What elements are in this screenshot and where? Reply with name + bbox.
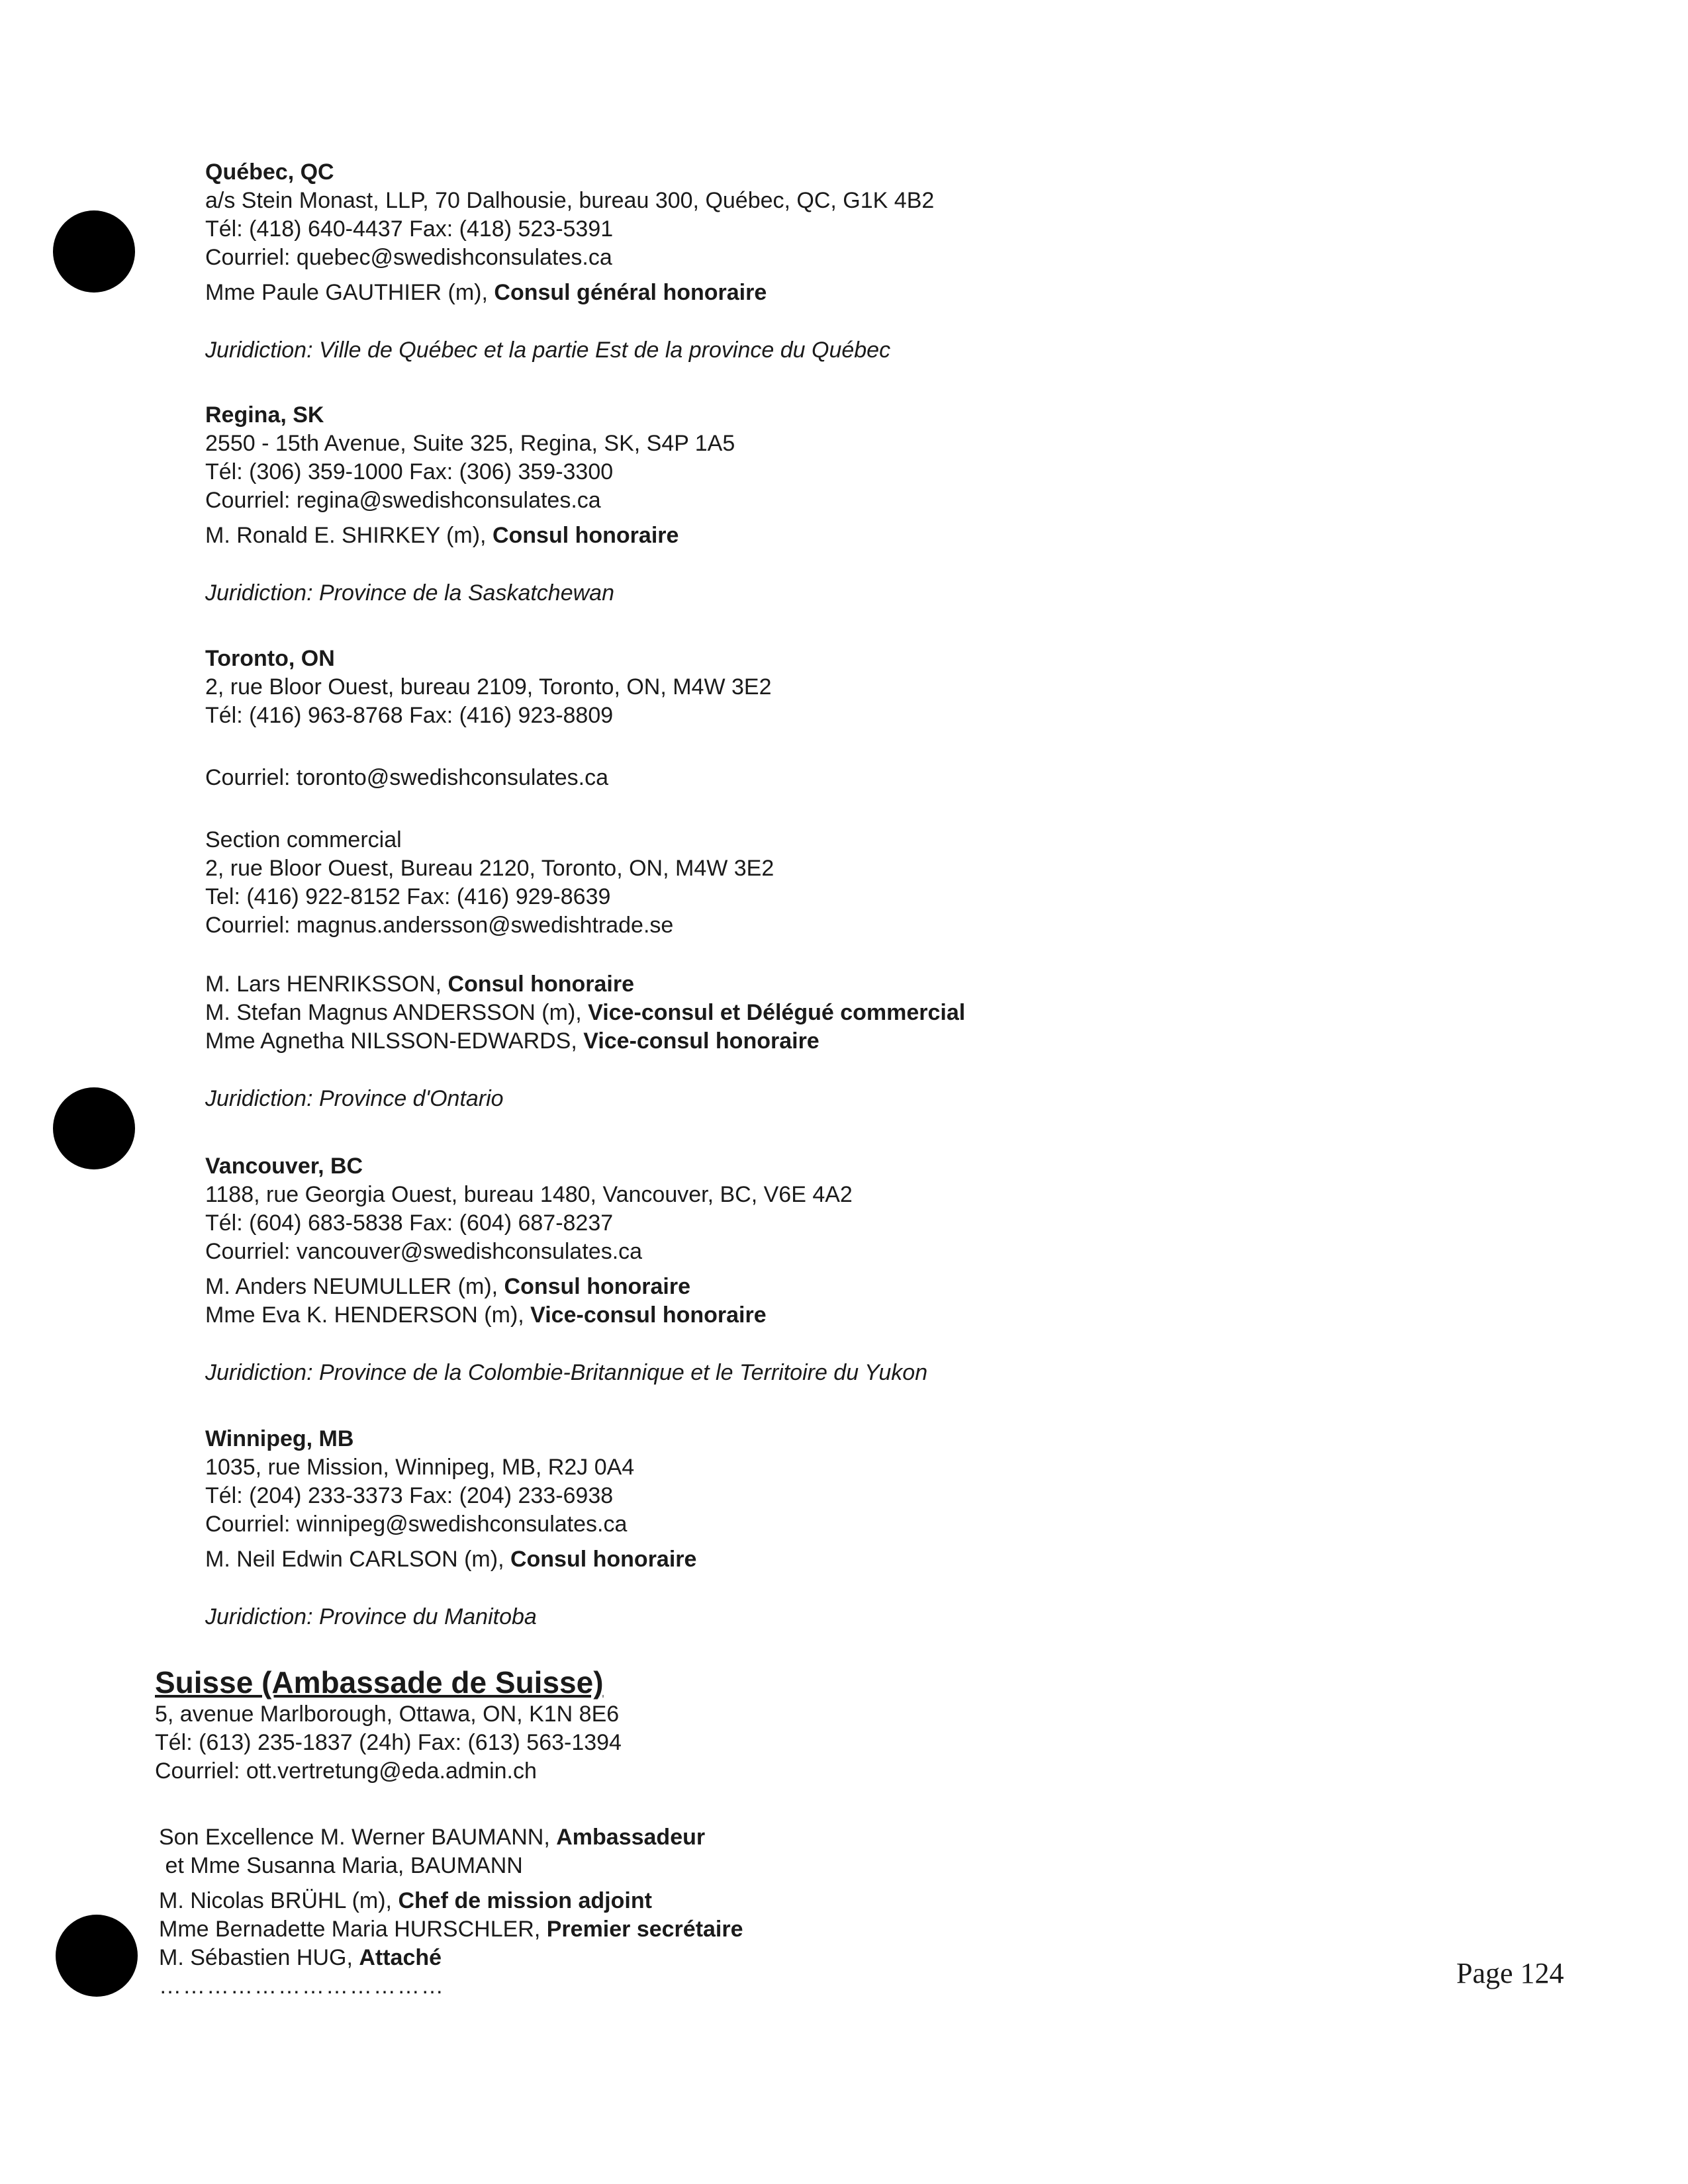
email-line: Courriel: vancouver@swedishconsulates.ca [205, 1239, 643, 1264]
official-title: Consul général honoraire [494, 280, 767, 305]
email-line: Courriel: ott.vertretung@eda.admin.ch [155, 1758, 537, 1784]
consulate-quebec [205, 158, 1331, 365]
binder-hole-bottom [56, 1915, 138, 1997]
address-line: 5, avenue Marlborough, Ottawa, ON, K1N 8E6 [155, 1702, 620, 1727]
official [159, 1887, 1346, 1915]
official-title: Ambassadeur [556, 1825, 706, 1850]
official [159, 1915, 1346, 1944]
consulate-heading: Regina, SK [205, 402, 324, 428]
embassy-suisse [155, 1664, 1346, 2001]
official-title: Consul honoraire [510, 1547, 697, 1572]
official [159, 1852, 1346, 1880]
official-title: Vice-consul honoraire [530, 1302, 767, 1328]
official-title: Attaché [359, 1945, 442, 1970]
commercial-section [205, 826, 1331, 940]
official-name: M. Ronald E. SHIRKEY (m), [205, 523, 492, 548]
address-line: 2550 - 15th Avenue, Suite 325, Regina, SK, S4P 1A5 [205, 431, 735, 456]
officials-list [159, 1823, 1346, 2001]
official-name: Mme Bernadette Maria HURSCHLER, [159, 1917, 547, 1942]
official [205, 970, 1331, 999]
official-title: Consul honoraire [447, 972, 634, 997]
email-line: Courriel: winnipeg@swedishconsulates.ca [205, 1512, 628, 1537]
official-name: M. Lars HENRIKSSON, [205, 972, 448, 997]
phone-fax-line: Tél: (416) 963-8768 Fax: (416) 923-8809 [205, 703, 614, 728]
official-title: Vice-consul honoraire [583, 1028, 820, 1054]
jurisdiction: Juridiction: Province de la Saskatchewan [205, 580, 614, 606]
official-name: Mme Paule GAUTHIER (m), [205, 280, 494, 305]
consulate-regina [205, 401, 1331, 608]
official [205, 1545, 1331, 1574]
consulate-heading: Québec, QC [205, 159, 334, 185]
official [205, 1301, 1331, 1330]
jurisdiction: Juridiction: Province du Manitoba [205, 1604, 537, 1629]
consulate-heading: Toronto, ON [205, 646, 335, 671]
official [205, 1273, 1331, 1301]
consulate-heading: Winnipeg, MB [205, 1426, 354, 1451]
official [205, 999, 1331, 1027]
officials-list [205, 1273, 1331, 1330]
official-name: et Mme Susanna Maria, BAUMANN [159, 1853, 523, 1878]
address-line: a/s Stein Monast, LLP, 70 Dalhousie, bureau 300, Québec, QC, G1K 4B2 [205, 188, 935, 213]
phone-fax-line: Tél: (306) 359-1000 Fax: (306) 359-3300 [205, 459, 614, 484]
official-name: M. Neil Edwin CARLSON (m), [205, 1547, 510, 1572]
official-name: Son Excellence M. Werner BAUMANN, [159, 1825, 557, 1850]
official-title: Chef de mission adjoint [398, 1888, 652, 1913]
official-name: Mme Eva K. HENDERSON (m), [205, 1302, 531, 1328]
official-name: M. Stefan Magnus ANDERSSON (m), [205, 1000, 588, 1025]
consulate-heading: Vancouver, BC [205, 1154, 363, 1179]
page-number: Page 124 [1456, 1957, 1564, 1989]
official-title: Vice-consul et Délégué commercial [588, 1000, 966, 1025]
email-line: Courriel: magnus.andersson@swedishtrade.se [205, 913, 674, 938]
official [159, 1823, 1346, 1852]
official [159, 1944, 1346, 1972]
continuation-dots: ……………………………… [159, 1974, 445, 1999]
official-name: Mme Agnetha NILSSON-EDWARDS, [205, 1028, 584, 1054]
binder-hole-top [53, 210, 135, 293]
official-title: Consul honoraire [504, 1274, 690, 1299]
email-line: Courriel: toronto@swedishconsulates.ca [205, 765, 609, 790]
address-line: 1188, rue Georgia Ouest, bureau 1480, Vancouver, BC, V6E 4A2 [205, 1182, 853, 1207]
consulate-toronto [205, 645, 1331, 1113]
officials-list [205, 970, 1331, 1056]
consulate-winnipeg [205, 1425, 1331, 1631]
consulate-vancouver [205, 1152, 1331, 1387]
phone-fax-line: Tél: (604) 683-5838 Fax: (604) 687-8237 [205, 1210, 614, 1236]
phone-fax-line: Tél: (418) 640-4437 Fax: (418) 523-5391 [205, 216, 614, 242]
official [205, 522, 1331, 550]
official-title: Premier secrétaire [546, 1917, 743, 1942]
official-name: M. Anders NEUMULLER (m), [205, 1274, 504, 1299]
address-line: 2, rue Bloor Ouest, bureau 2109, Toronto, ON, M4W 3E2 [205, 674, 772, 700]
jurisdiction: Juridiction: Province d'Ontario [205, 1086, 504, 1111]
email-line: Courriel: regina@swedishconsulates.ca [205, 488, 601, 513]
address-line: 2, rue Bloor Ouest, Bureau 2120, Toronto, ON, M4W 3E2 [205, 856, 774, 881]
email-line: Courriel: quebec@swedishconsulates.ca [205, 245, 612, 270]
binder-hole-middle [53, 1087, 135, 1169]
official-title: Consul honoraire [492, 523, 679, 548]
jurisdiction: Juridiction: Province de la Colombie-Britannique et le Territoire du Yukon [205, 1360, 928, 1385]
official [205, 279, 1331, 307]
country-heading: Suisse (Ambassade de Suisse) [155, 1665, 604, 1700]
phone-fax-line: Tél: (613) 235-1837 (24h) Fax: (613) 563-1394 [155, 1730, 622, 1755]
official-name: M. Nicolas BRÜHL (m), [159, 1888, 399, 1913]
phone-fax-line: Tel: (416) 922-8152 Fax: (416) 929-8639 [205, 884, 611, 909]
official-name: M. Sébastien HUG, [159, 1945, 359, 1970]
jurisdiction: Juridiction: Ville de Québec et la partie Est de la province du Québec [205, 338, 891, 363]
phone-fax-line: Tél: (204) 233-3373 Fax: (204) 233-6938 [205, 1483, 614, 1508]
official [205, 1027, 1331, 1056]
address-line: 1035, rue Mission, Winnipeg, MB, R2J 0A4 [205, 1455, 635, 1480]
section-title: Section commercial [205, 827, 402, 852]
